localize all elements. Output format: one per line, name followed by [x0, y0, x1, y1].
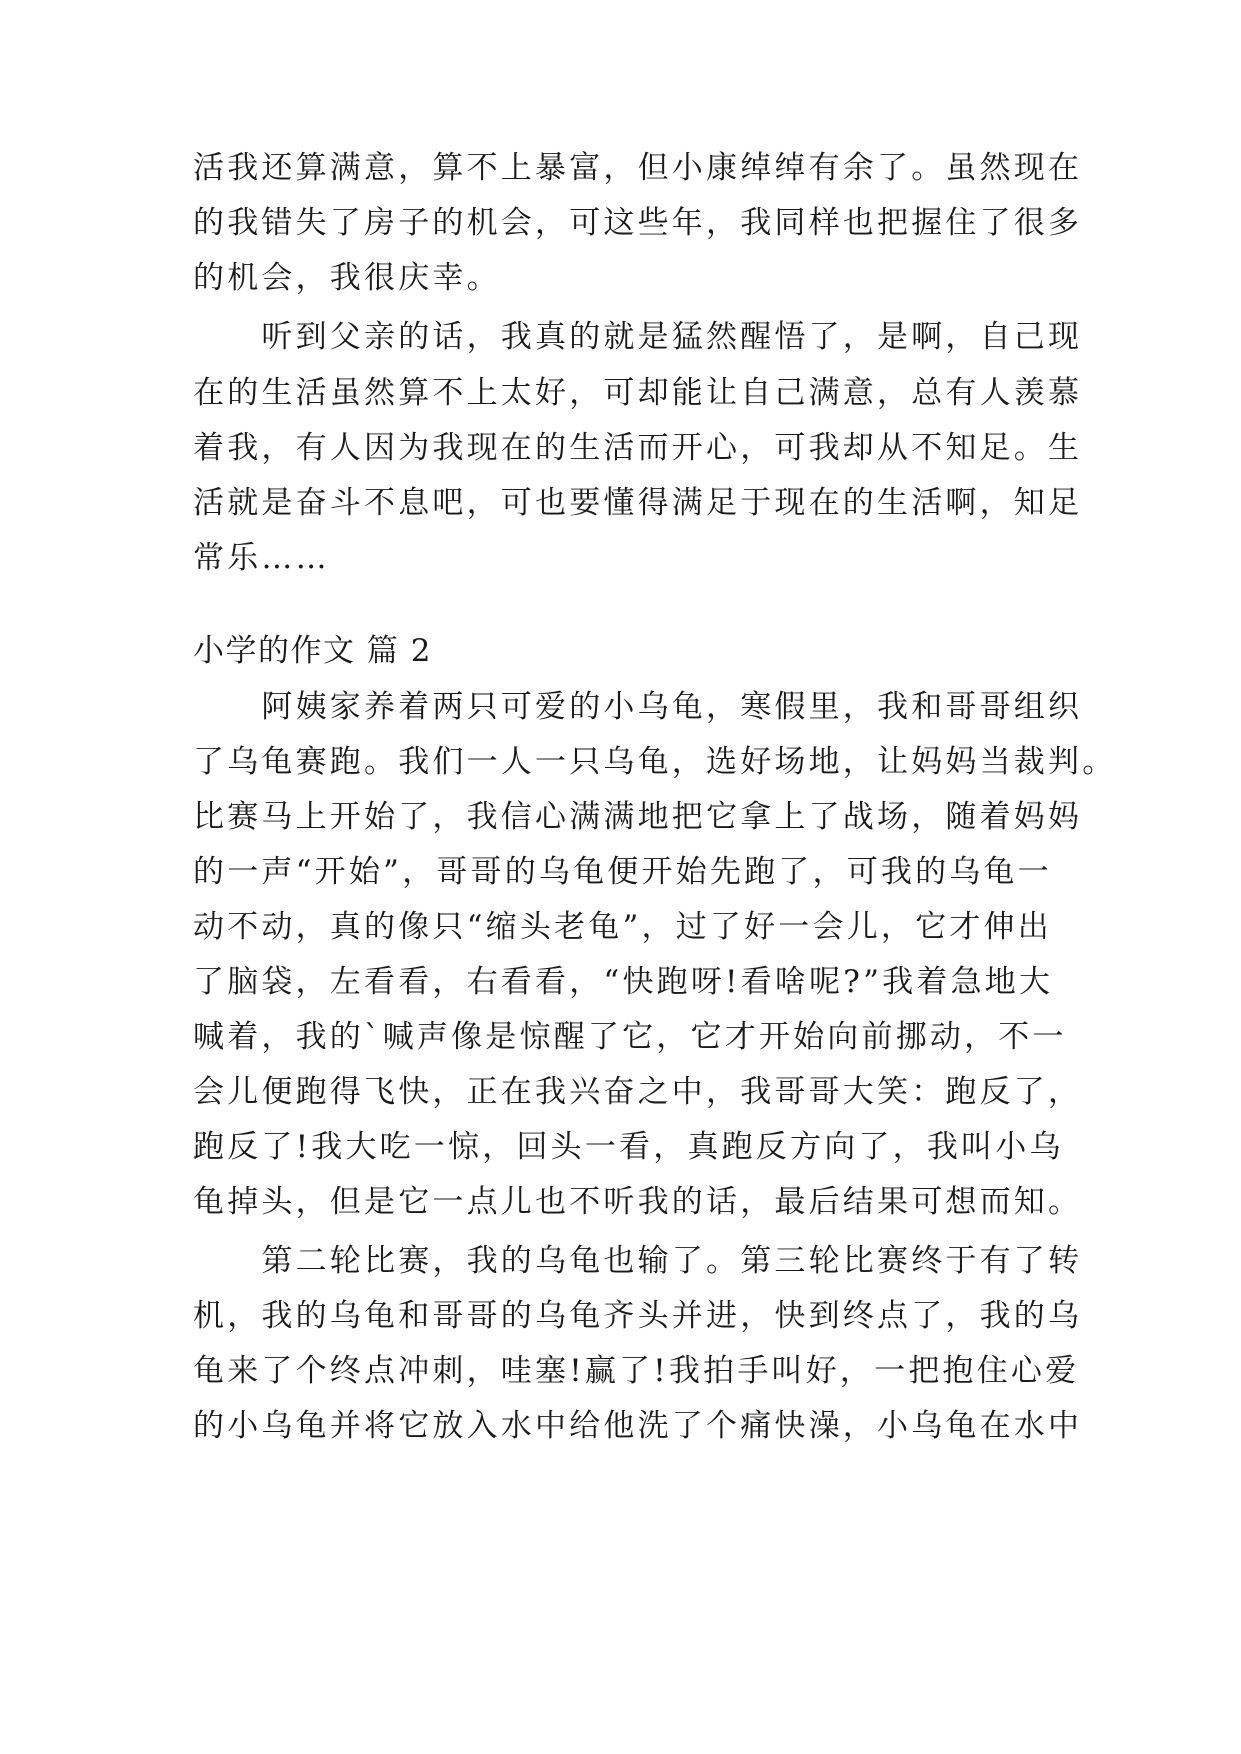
paragraph-line: 龟掉头，但是它一点儿也不听我的话，最后结果可想而知。	[193, 1184, 1083, 1220]
paragraph-line: 的机会，我很庆幸。	[193, 260, 501, 296]
paragraph-line: 机，我的乌龟和哥哥的乌龟齐头并进，快到终点了，我的乌	[193, 1298, 1083, 1334]
paragraph-line: 的我错失了房子的机会，可这些年，我同样也把握住了很多	[193, 205, 1083, 241]
paragraph-line: 听到父亲的话，我真的就是猛然醒悟了，是啊，自己现	[193, 319, 1083, 355]
paragraph-line: 动不动，真的像只“缩头老龟”，过了好一会儿，它才伸出	[193, 909, 1052, 945]
paragraph-line: 在的生活虽然算不上太好，可却能让自己满意，总有人羡慕	[193, 375, 1083, 411]
paragraph-line: 常乐……	[193, 540, 330, 576]
paragraph-line: 着我，有人因为我现在的生活而开心，可我却从不知足。生	[193, 430, 1083, 466]
paragraph-line: 龟来了个终点冲刺，哇塞!赢了!我拍手叫好，一把抱住心爱	[193, 1353, 1080, 1389]
paragraph-line: 喊着，我的`喊声像是惊醒了它，它才开始向前挪动，不一	[193, 1019, 1067, 1055]
paragraph-line: 比赛马上开始了，我信心满满地把它拿上了战场，随着妈妈	[193, 799, 1083, 835]
paragraph-line: 了脑袋，左看看，右看看，“快跑呀!看啥呢?”我着急地大	[193, 964, 1054, 1000]
paragraph-line: 会儿便跑得飞快，正在我兴奋之中，我哥哥大笑：跑反了，	[193, 1074, 1083, 1110]
paragraph-line: 第二轮比赛，我的乌龟也输了。第三轮比赛终于有了转	[193, 1243, 1083, 1279]
paragraph-line: 阿姨家养着两只可爱的小乌龟，寒假里，我和哥哥组织	[193, 689, 1083, 725]
paragraph-line: 的一声“开始”，哥哥的乌龟便开始先跑了，可我的乌龟一	[193, 854, 1052, 890]
paragraph-line: 活我还算满意，算不上暴富，但小康绰绰有余了。虽然现在	[193, 150, 1083, 186]
paragraph-line: 活就是奋斗不息吧，可也要懂得满足于现在的生活啊，知足	[193, 485, 1083, 521]
paragraph-line: 跑反了!我大吃一惊，回头一看，真跑反方向了，我叫小乌	[193, 1129, 1064, 1165]
section-heading: 小学的作文 篇 2	[193, 633, 432, 669]
paragraph-line: 的小乌龟并将它放入水中给他洗了个痛快澡，小乌龟在水中	[193, 1408, 1083, 1444]
paragraph-line: 了乌龟赛跑。我们一人一只乌龟，选好场地，让妈妈当裁判。	[193, 744, 1117, 780]
